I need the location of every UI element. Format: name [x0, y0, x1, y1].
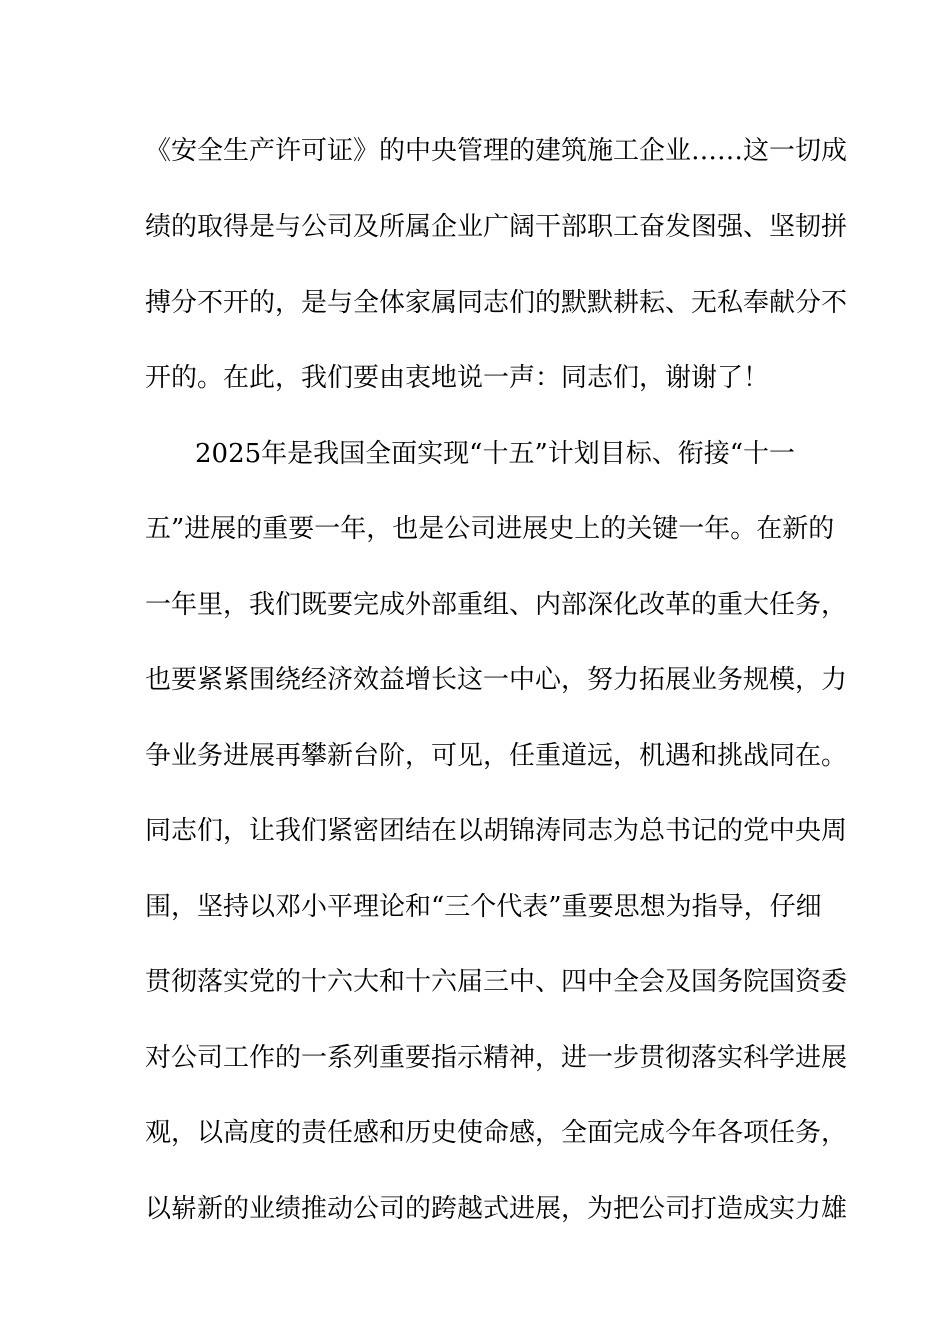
text-line-6: 五”进展的重要一年，也是公司进展史上的关键一年。在新的: [145, 514, 835, 544]
text-line-8: 也要紧紧围绕经济效益增长这一中心，努力拓展业务规模，力: [145, 665, 848, 695]
text-line-3: 搏分不开的，是与全体家属同志们的默默耕耘、无私奉献分不: [145, 288, 848, 318]
text-line-2: 绩的取得是与公司及所属企业广阔干部职工奋发图强、坚韧拼: [145, 212, 848, 242]
text-line-1: 《安全生产许可证》的中央管理的建筑施工企业……这一切成: [145, 136, 848, 166]
text-line-4: 开的。在此，我们要由衷地说一声：同志们，谢谢了！: [145, 363, 770, 393]
text-line-14: 观，以高度的责任感和历史使命感，全面完成今年各项任务，: [145, 1118, 848, 1148]
text-line-13: 对公司工作的一系列重要指示精神，进一步贯彻落实科学进展: [145, 1043, 848, 1073]
text-line-11: 围，坚持以邓小平理论和“三个代表”重要思想为指导，仔细: [145, 892, 822, 922]
text-line-12: 贯彻落实党的十六大和十六届三中、四中全会及国务院国资委: [145, 967, 848, 997]
paragraph-start-line: 2025年是我国全面实现“十五”计划目标、衔接“十一: [195, 439, 796, 469]
text-line-9: 争业务进展再攀新台阶，可见，任重道远，机遇和挑战同在。: [145, 741, 848, 771]
text-line-15: 以崭新的业绩推动公司的跨越式进展，为把公司打造成实力雄: [145, 1194, 848, 1224]
text-line-7: 一年里，我们既要完成外部重组、内部深化改革的重大任务，: [145, 590, 848, 620]
text-line-10: 同志们，让我们紧密团结在以胡锦涛同志为总书记的党中央周: [145, 816, 848, 846]
